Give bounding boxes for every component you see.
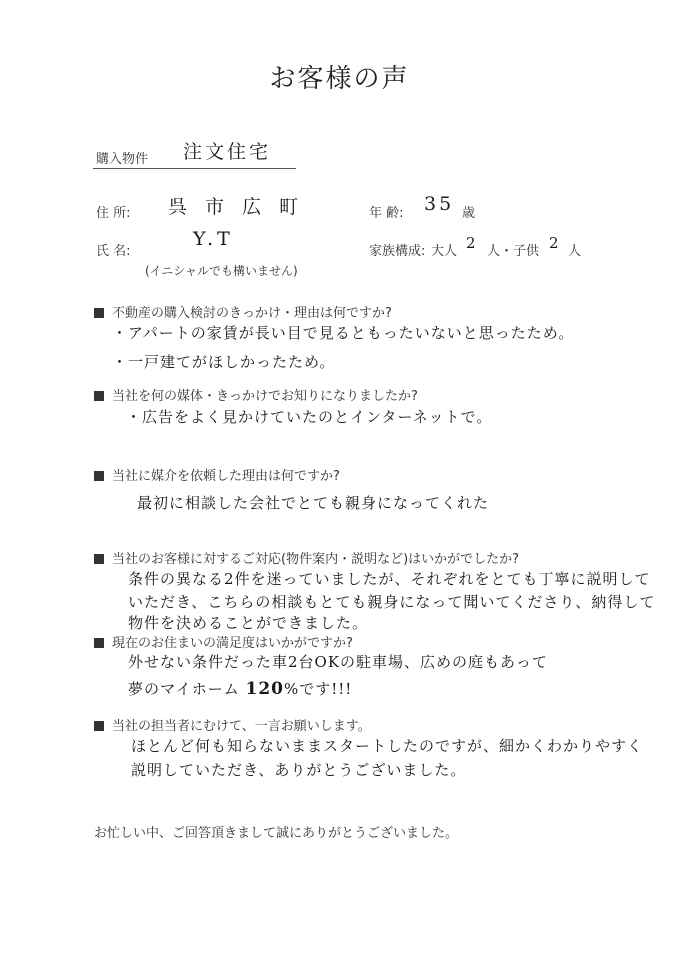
closing-message: お忙しい中、ご回答頂きまして誠にありがとうございました。 [94,826,459,841]
answer-2-line-1: ・広告をよく見かけていたのとインターネットで。 [126,408,493,426]
family-adults-label: 大人 [431,244,458,259]
square-bullet-icon [94,391,104,401]
property-label: 購入物件 [96,152,149,167]
page-title: お客様の声 [269,64,410,94]
question-6: 当社の担当者にむけて、一言お願いします。 [94,715,371,734]
name-note: (イニシャルでも構いません) [145,264,298,278]
age-value: 35 [424,193,455,215]
age-unit: 歳 [462,206,476,221]
address-value: 呉 市 広 町 [168,196,305,218]
family-children-value: 2 [549,234,560,252]
satisfaction-highlight: 120 [245,679,284,699]
answer-4-line-3: 物件を決めることができました。 [128,614,369,632]
square-bullet-icon [94,554,104,564]
name-value: Y.T [193,228,234,250]
family-label: 家族構成: [369,244,426,259]
family-children-unit: 人 [568,244,582,259]
answer-6-line-1: ほとんど何も知らないままスタートしたのですが、細かくわかりやすく [131,737,644,755]
question-5: 現在のお住まいの満足度はいかがですか? [94,632,353,651]
answer-4-line-2: いただき、こちらの相談もとても親身になって聞いてくださり、納得して [128,593,656,611]
square-bullet-icon [94,721,104,731]
age-label: 年 齢: [369,206,404,221]
answer-1-line-1: ・アパートの家賃が長い目で見るともったいないと思ったため。 [112,324,575,342]
answer-5-line-1: 外せない条件だった車2台OKの駐車場、広めの庭もあって [128,653,548,671]
address-label: 住 所: [96,206,131,221]
answer-1-line-2: ・一戸建てがほしかったため。 [112,353,336,371]
family-adults-unit: 人・子供 [487,244,540,259]
question-3: 当社に媒介を依頼した理由は何ですか? [94,465,340,484]
question-1: 不動産の購入検討のきっかけ・理由は何ですか? [94,302,392,321]
answer-5-line-2: 夢のマイホーム 120%です!!! [128,679,353,699]
answer-3-line-1: 最初に相談した会社でとても親身になってくれた [137,494,490,512]
square-bullet-icon [94,308,104,318]
question-4: 当社のお客様に対するご対応(物件案内・説明など)はいかがでしたか? [94,548,519,567]
answer-4-line-1: 条件の異なる2件を迷っていましたが、それぞれをとても丁寧に説明して [128,570,651,588]
name-label: 氏 名: [96,244,131,259]
square-bullet-icon [94,471,104,481]
family-adults-value: 2 [466,234,477,252]
square-bullet-icon [94,638,104,648]
answer-6-line-2: 説明していただき、ありがとうございました。 [131,761,467,779]
property-underline [93,168,296,169]
property-value: 注文住宅 [183,141,272,163]
question-2: 当社を何の媒体・きっかけでお知りになりましたか? [94,385,418,404]
